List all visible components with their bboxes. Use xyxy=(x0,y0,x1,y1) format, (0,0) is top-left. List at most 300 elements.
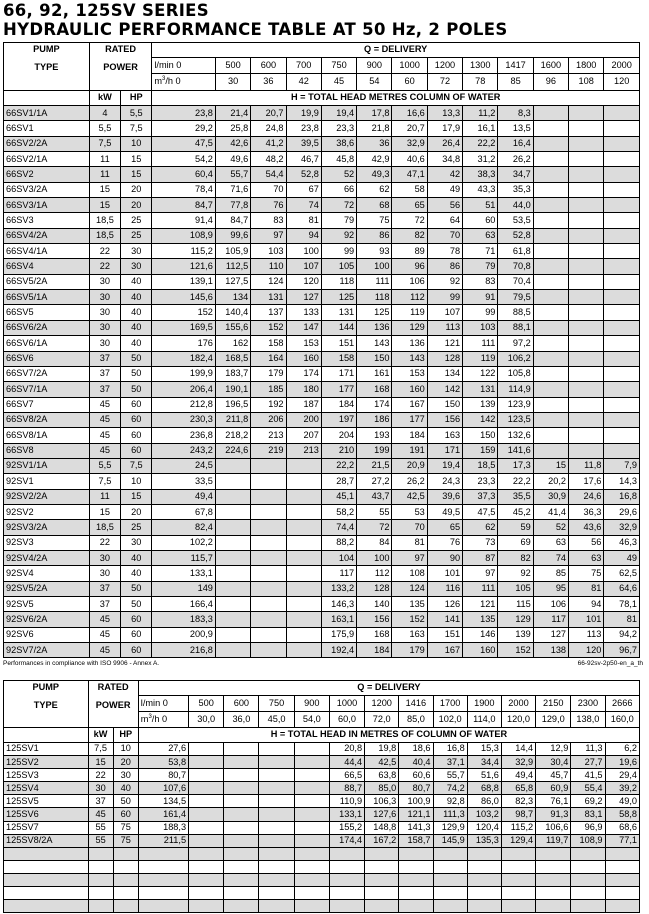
m3h-unit-base-2: m xyxy=(140,713,149,724)
head-value-cell xyxy=(569,228,604,243)
hp-cell: 25 xyxy=(121,213,152,228)
head-value-cell: 91,4 xyxy=(152,213,216,228)
head-value-cell: 161 xyxy=(357,366,392,381)
head-value-cell: 48,2 xyxy=(251,152,286,167)
head-value-cell: 127 xyxy=(286,290,321,305)
head-value-cell xyxy=(215,474,250,489)
table-row xyxy=(4,244,640,259)
head-value-cell: 169,5 xyxy=(152,320,216,335)
head-value-cell: 98,7 xyxy=(501,808,535,821)
head-value-cell: 94,2 xyxy=(604,627,640,642)
head-value-cell: 29,4 xyxy=(605,769,639,782)
head-value-cell xyxy=(294,756,329,769)
pump-type-cell: 125SV6 xyxy=(4,808,89,821)
head-value-cell xyxy=(189,769,224,782)
head-value-cell: 79 xyxy=(463,259,498,274)
head-value-cell xyxy=(604,121,640,136)
head-value-cell: 96,9 xyxy=(571,821,605,834)
head-value-cell xyxy=(533,182,568,197)
table-row xyxy=(4,121,640,136)
head-value-cell: 42,5 xyxy=(365,756,399,769)
head-value-cell: 23,3 xyxy=(463,474,498,489)
head-value-cell: 76 xyxy=(427,535,462,550)
head-value-cell: 174 xyxy=(357,397,392,412)
head-value-cell: 67 xyxy=(286,182,321,197)
m3h-unit-base: m xyxy=(154,76,162,87)
head-value-cell: 104 xyxy=(321,550,356,565)
head-value-cell: 49,4 xyxy=(501,769,535,782)
head-value-cell: 186 xyxy=(357,412,392,427)
empty-cell xyxy=(467,847,501,860)
hp-cell: 50 xyxy=(121,597,152,612)
delivery-m3h-value: 160,0 xyxy=(605,712,639,728)
head-value-cell: 21,8 xyxy=(357,121,392,136)
head-value-cell xyxy=(251,489,286,504)
head-value-cell xyxy=(215,550,250,565)
head-value-cell: 143 xyxy=(357,336,392,351)
head-value-cell: 120 xyxy=(286,274,321,289)
head-value-cell: 97 xyxy=(463,566,498,581)
empty-cell xyxy=(399,873,433,886)
head-value-cell: 167 xyxy=(392,397,427,412)
head-value-cell xyxy=(189,834,224,847)
empty-cell xyxy=(4,860,89,873)
pump-type-cell: 66SV6/2A xyxy=(4,320,90,335)
head-value-cell xyxy=(215,458,250,473)
empty-row xyxy=(4,873,640,886)
hp-cell: 40 xyxy=(121,320,152,335)
head-value-cell xyxy=(533,366,568,381)
head-value-cell: 129 xyxy=(498,612,533,627)
head-value-cell: 85 xyxy=(533,566,568,581)
head-value-cell: 19,8 xyxy=(365,743,399,756)
head-value-cell: 146 xyxy=(463,627,498,642)
head-value-cell xyxy=(569,136,604,151)
head-value-cell: 45,1 xyxy=(321,489,356,504)
hp-cell: 20 xyxy=(121,198,152,213)
empty-cell xyxy=(113,873,138,886)
hp-cell: 40 xyxy=(113,782,138,795)
head-value-cell: 74 xyxy=(286,198,321,213)
head-value-cell: 20,8 xyxy=(329,743,364,756)
head-value-cell xyxy=(286,520,321,535)
head-value-cell: 177 xyxy=(392,412,427,427)
table-row xyxy=(4,834,640,847)
head-value-cell: 83 xyxy=(463,274,498,289)
head-value-cell: 150 xyxy=(427,397,462,412)
head-value-cell: 82,3 xyxy=(501,795,535,808)
head-value-cell: 99 xyxy=(463,305,498,320)
empty-cell xyxy=(467,860,501,873)
head-value-cell: 191 xyxy=(392,443,427,458)
title-line-1: 66, 92, 125SV SERIES xyxy=(3,1,209,20)
head-value-cell: 159 xyxy=(463,443,498,458)
head-value-cell: 29,6 xyxy=(604,504,640,519)
head-value-cell: 43,6 xyxy=(569,520,604,535)
head-value-cell xyxy=(569,443,604,458)
head-value-cell: 26,4 xyxy=(427,136,462,151)
head-value-cell: 52 xyxy=(321,167,356,182)
head-value-cell: 141,3 xyxy=(399,821,433,834)
head-value-cell: 149 xyxy=(152,581,216,596)
table-row xyxy=(4,458,640,473)
kw-cell: 37 xyxy=(89,366,120,381)
head-value-cell: 77,8 xyxy=(215,198,250,213)
head-value-cell: 111 xyxy=(463,581,498,596)
head-value-cell: 117 xyxy=(533,612,568,627)
head-value-cell: 103,2 xyxy=(467,808,501,821)
empty-cell xyxy=(571,887,605,900)
head-value-cell: 133,1 xyxy=(329,808,364,821)
head-value-cell: 86,0 xyxy=(467,795,501,808)
head-value-cell: 56 xyxy=(427,198,462,213)
head-value-cell xyxy=(294,743,329,756)
empty-cell xyxy=(605,887,639,900)
head-value-cell: 91,3 xyxy=(536,808,571,821)
kw-cell: 7,5 xyxy=(88,743,113,756)
kw-cell: 45 xyxy=(89,643,120,658)
table-row xyxy=(4,136,640,151)
head-value-cell xyxy=(259,743,294,756)
head-value-cell xyxy=(286,597,321,612)
head-value-cell: 43,7 xyxy=(357,489,392,504)
kw-cell: 18,5 xyxy=(89,228,120,243)
hp-cell: 20 xyxy=(121,504,152,519)
head-value-cell: 84,7 xyxy=(215,213,250,228)
head-value-cell: 184 xyxy=(392,428,427,443)
pump-type-cell: 92SV5 xyxy=(4,597,90,612)
m3h-unit-label xyxy=(152,74,216,91)
head-value-cell: 32,9 xyxy=(392,136,427,151)
empty-cell xyxy=(88,900,113,913)
head-value-cell xyxy=(286,489,321,504)
head-value-cell xyxy=(569,259,604,274)
empty-row xyxy=(4,887,640,900)
head-value-cell: 133,1 xyxy=(152,566,216,581)
head-value-cell xyxy=(215,535,250,550)
empty-cell xyxy=(189,847,224,860)
head-value-cell: 99 xyxy=(321,244,356,259)
head-value-cell xyxy=(569,336,604,351)
empty-cell xyxy=(605,847,639,860)
empty-cell xyxy=(467,887,501,900)
head-value-cell: 168,5 xyxy=(215,351,250,366)
head-value-cell: 111 xyxy=(463,336,498,351)
table-row xyxy=(4,397,640,412)
head-value-cell: 92 xyxy=(498,566,533,581)
head-value-cell: 213 xyxy=(286,443,321,458)
head-value-cell: 103 xyxy=(251,244,286,259)
head-value-cell xyxy=(604,351,640,366)
pump-type-cell: 66SV4 xyxy=(4,259,90,274)
empty-cell xyxy=(4,900,89,913)
head-value-cell: 70,8 xyxy=(498,259,533,274)
head-value-cell xyxy=(533,412,568,427)
empty-cell xyxy=(259,900,294,913)
head-value-cell: 29,2 xyxy=(152,121,216,136)
empty-cell xyxy=(433,887,467,900)
head-value-cell xyxy=(569,351,604,366)
delivery-m3h-value: 85,0 xyxy=(399,712,433,728)
head-value-cell: 60,4 xyxy=(152,167,216,182)
empty-cell xyxy=(433,847,467,860)
head-value-cell: 150 xyxy=(463,428,498,443)
head-value-cell: 224,6 xyxy=(215,443,250,458)
head-value-cell xyxy=(215,504,250,519)
pump-type-cell: 66SV4/1A xyxy=(4,244,90,259)
head-value-cell: 120,4 xyxy=(467,821,501,834)
head-value-cell: 68,6 xyxy=(605,821,639,834)
delivery-lmin-value: 700 xyxy=(286,58,321,74)
empty-cell xyxy=(501,900,535,913)
head-value-cell: 26,2 xyxy=(392,474,427,489)
head-value-cell: 42 xyxy=(427,167,462,182)
head-value-cell: 74 xyxy=(533,550,568,565)
head-value-cell: 19,9 xyxy=(286,106,321,121)
kw-cell: 37 xyxy=(89,597,120,612)
head-value-cell: 52,8 xyxy=(498,228,533,243)
head-header-2: H = TOTAL HEAD IN METRES OF COLUMN OF WATER xyxy=(138,728,639,743)
head-value-cell: 91 xyxy=(463,290,498,305)
empty-cell xyxy=(113,860,138,873)
hp-cell: 60 xyxy=(121,412,152,427)
kw-cell: 4 xyxy=(89,106,120,121)
pump-type-cell: 66SV5 xyxy=(4,305,90,320)
head-value-cell: 206 xyxy=(251,412,286,427)
empty-cell xyxy=(467,900,501,913)
empty-cell xyxy=(189,900,224,913)
head-value-cell xyxy=(569,305,604,320)
head-value-cell: 18,6 xyxy=(399,743,433,756)
head-value-cell: 28,7 xyxy=(321,474,356,489)
head-value-cell: 35,5 xyxy=(498,489,533,504)
head-value-cell xyxy=(604,336,640,351)
head-value-cell: 64 xyxy=(427,213,462,228)
head-value-cell: 99,6 xyxy=(215,228,250,243)
head-value-cell: 60 xyxy=(463,213,498,228)
head-value-cell: 82,4 xyxy=(152,520,216,535)
hp-cell: 50 xyxy=(113,795,138,808)
head-value-cell: 70 xyxy=(392,520,427,535)
head-value-cell: 42,6 xyxy=(215,136,250,151)
head-value-cell: 23,8 xyxy=(152,106,216,121)
head-value-cell: 179 xyxy=(392,643,427,658)
hp-cell: 40 xyxy=(121,290,152,305)
kw-cell: 5,5 xyxy=(89,121,120,136)
head-value-cell: 190,1 xyxy=(215,382,250,397)
empty-cell xyxy=(536,860,571,873)
head-value-cell: 88,1 xyxy=(498,320,533,335)
head-value-cell: 17,6 xyxy=(569,474,604,489)
table-row xyxy=(4,756,640,769)
head-value-cell: 93 xyxy=(357,244,392,259)
head-value-cell: 32,9 xyxy=(501,756,535,769)
empty-cell xyxy=(88,860,113,873)
head-value-cell: 112 xyxy=(357,566,392,581)
head-value-cell: 236,8 xyxy=(152,428,216,443)
head-value-cell: 96 xyxy=(392,259,427,274)
head-value-cell: 54,2 xyxy=(152,152,216,167)
pump-type-cell: 125SV3 xyxy=(4,769,89,782)
delivery-lmin-value: 750 xyxy=(259,696,294,712)
head-value-cell: 105 xyxy=(321,259,356,274)
head-value-cell: 53,8 xyxy=(138,756,188,769)
pump-type-cell: 125SV4 xyxy=(4,782,89,795)
head-value-cell: 146,3 xyxy=(321,597,356,612)
head-value-cell: 179 xyxy=(251,366,286,381)
head-value-cell: 110,9 xyxy=(329,795,364,808)
pump-type-cell: 66SV1/1A xyxy=(4,106,90,121)
head-value-cell xyxy=(294,821,329,834)
kw-cell: 11 xyxy=(89,152,120,167)
hp-cell: 60 xyxy=(121,443,152,458)
head-value-cell xyxy=(189,795,224,808)
head-value-cell: 107 xyxy=(286,259,321,274)
table-row xyxy=(4,382,640,397)
head-value-cell: 54,4 xyxy=(251,167,286,182)
head-value-cell: 160 xyxy=(286,351,321,366)
hp-cell: 5,5 xyxy=(121,106,152,121)
kw-cell: 37 xyxy=(89,382,120,397)
head-value-cell xyxy=(533,198,568,213)
head-value-cell: 17,9 xyxy=(427,121,462,136)
empty-cell xyxy=(259,873,294,886)
head-value-cell: 116 xyxy=(427,581,462,596)
head-value-cell: 115,2 xyxy=(152,244,216,259)
head-value-cell: 27,6 xyxy=(138,743,188,756)
head-value-cell xyxy=(533,443,568,458)
pump-type-cell: 66SV3/2A xyxy=(4,182,90,197)
head-value-cell: 6,2 xyxy=(605,743,639,756)
hp-cell: 50 xyxy=(121,581,152,596)
head-value-cell xyxy=(533,397,568,412)
head-value-cell: 163 xyxy=(392,627,427,642)
head-value-cell: 70,4 xyxy=(498,274,533,289)
empty-cell xyxy=(433,873,467,886)
head-value-cell: 16,1 xyxy=(463,121,498,136)
head-value-cell: 121,6 xyxy=(152,259,216,274)
head-value-cell: 166,4 xyxy=(152,597,216,612)
delivery-lmin-value: 900 xyxy=(357,58,392,74)
head-value-cell: 105,9 xyxy=(215,244,250,259)
table-row xyxy=(4,550,640,565)
kw-cell: 15 xyxy=(89,198,120,213)
table-row xyxy=(4,520,640,535)
hp-cell: 10 xyxy=(121,136,152,151)
head-value-cell: 142 xyxy=(463,412,498,427)
table-row xyxy=(4,782,640,795)
head-value-cell: 124 xyxy=(251,274,286,289)
head-value-cell xyxy=(251,474,286,489)
head-value-cell: 96,7 xyxy=(604,643,640,658)
head-value-cell: 211,5 xyxy=(138,834,188,847)
table-row xyxy=(4,213,640,228)
table-row xyxy=(4,290,640,305)
pump-type-header xyxy=(4,43,90,91)
empty-cell xyxy=(224,900,259,913)
head-value-cell xyxy=(533,382,568,397)
head-value-cell: 26,2 xyxy=(498,152,533,167)
empty-cell xyxy=(88,873,113,886)
delivery-m3h-value: 45 xyxy=(321,74,356,91)
rated-header-line2: POWER xyxy=(103,62,138,73)
empty-cell xyxy=(536,873,571,886)
table-row xyxy=(4,198,640,213)
head-value-cell: 199,9 xyxy=(152,366,216,381)
head-value-cell xyxy=(189,808,224,821)
head-value-cell: 68 xyxy=(357,198,392,213)
head-value-cell: 108 xyxy=(392,566,427,581)
table-row xyxy=(4,627,640,642)
head-value-cell: 80,7 xyxy=(138,769,188,782)
delivery-m3h-value: 78 xyxy=(463,74,498,91)
head-value-cell: 60,9 xyxy=(536,782,571,795)
head-value-cell: 123,5 xyxy=(498,412,533,427)
head-value-cell: 141,6 xyxy=(498,443,533,458)
head-value-cell: 83 xyxy=(251,213,286,228)
hp-cell: 25 xyxy=(121,228,152,243)
table-row xyxy=(4,305,640,320)
head-value-cell: 51,6 xyxy=(467,769,501,782)
head-value-cell: 16,8 xyxy=(604,489,640,504)
delivery-m3h-value: 45,0 xyxy=(259,712,294,728)
head-value-cell: 125 xyxy=(357,305,392,320)
empty-cell xyxy=(294,887,329,900)
head-value-cell xyxy=(224,821,259,834)
head-value-cell: 17,3 xyxy=(498,458,533,473)
head-value-cell: 24,6 xyxy=(569,489,604,504)
head-value-cell: 219 xyxy=(251,443,286,458)
head-value-cell: 125 xyxy=(321,290,356,305)
table-row xyxy=(4,821,640,834)
pump-type-cell: 66SV4/2A xyxy=(4,228,90,243)
head-value-cell: 147 xyxy=(286,320,321,335)
head-value-cell: 128 xyxy=(427,351,462,366)
head-value-cell xyxy=(569,106,604,121)
pump-type-cell: 92SV1/1A xyxy=(4,458,90,473)
delivery-lmin-value: 1900 xyxy=(467,696,501,712)
head-value-cell xyxy=(294,782,329,795)
head-value-cell: 100 xyxy=(357,259,392,274)
empty-cell xyxy=(88,847,113,860)
hp-header-2: HP xyxy=(113,728,138,743)
head-value-cell: 105,8 xyxy=(498,366,533,381)
head-value-cell xyxy=(259,782,294,795)
head-value-cell: 122 xyxy=(463,366,498,381)
head-value-cell: 76,1 xyxy=(536,795,571,808)
empty-cell xyxy=(365,860,399,873)
head-value-cell: 16,8 xyxy=(433,743,467,756)
delivery-lmin-value: 500 xyxy=(215,58,250,74)
head-value-cell: 84,7 xyxy=(152,198,216,213)
hp-header: HP xyxy=(121,91,152,106)
empty-cell xyxy=(399,900,433,913)
head-value-cell: 60,6 xyxy=(399,769,433,782)
head-value-cell: 124 xyxy=(392,581,427,596)
empty-cell xyxy=(329,847,364,860)
m3h-unit-label-2 xyxy=(138,712,188,728)
head-value-cell: 131 xyxy=(321,305,356,320)
head-value-cell: 47,5 xyxy=(152,136,216,151)
empty-cell xyxy=(294,873,329,886)
lmin-unit-label: l/min 0 xyxy=(152,58,216,74)
head-value-cell xyxy=(224,743,259,756)
hp-cell: 10 xyxy=(121,474,152,489)
empty-cell xyxy=(329,860,364,873)
head-value-cell: 55,7 xyxy=(215,167,250,182)
head-value-cell: 25,8 xyxy=(215,121,250,136)
delivery-m3h-value: 60,0 xyxy=(329,712,364,728)
